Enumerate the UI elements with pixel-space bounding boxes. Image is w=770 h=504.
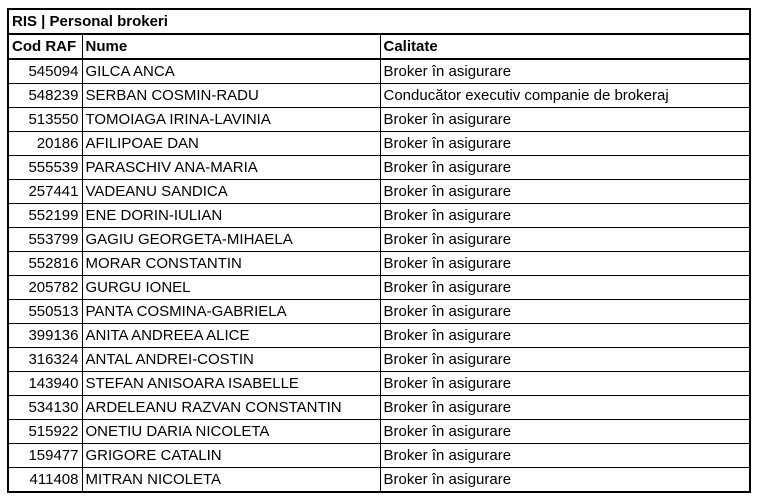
nume-cell: GRIGORE CATALIN [82, 444, 380, 468]
cod-raf-cell: 515922 [8, 420, 82, 444]
cod-raf-cell: 257441 [8, 180, 82, 204]
cod-raf-cell: 399136 [8, 324, 82, 348]
cod-raf-cell: 20186 [8, 132, 82, 156]
cod-raf-cell: 205782 [8, 276, 82, 300]
calitate-cell: Broker în asigurare [380, 420, 750, 444]
table-row [8, 444, 750, 468]
nume-cell: MORAR CONSTANTIN [82, 252, 380, 276]
table-row [8, 276, 750, 300]
cod-raf-cell: 550513 [8, 300, 82, 324]
calitate-cell: Broker în asigurare [380, 372, 750, 396]
table-row [8, 372, 750, 396]
header-calitate: Calitate [380, 34, 750, 59]
table-row [8, 468, 750, 493]
nume-cell: PARASCHIV ANA-MARIA [82, 156, 380, 180]
cod-raf-cell: 552199 [8, 204, 82, 228]
cod-raf-cell: 555539 [8, 156, 82, 180]
calitate-cell: Broker în asigurare [380, 444, 750, 468]
nume-cell: GILCA ANCA [82, 59, 380, 84]
nume-cell: ONETIU DARIA NICOLETA [82, 420, 380, 444]
nume-cell: GURGU IONEL [82, 276, 380, 300]
calitate-cell: Broker în asigurare [380, 324, 750, 348]
calitate-cell: Broker în asigurare [380, 204, 750, 228]
header-nume: Nume [82, 34, 380, 59]
cod-raf-cell: 159477 [8, 444, 82, 468]
cod-raf-cell: 316324 [8, 348, 82, 372]
calitate-cell: Broker în asigurare [380, 252, 750, 276]
nume-cell: TOMOIAGA IRINA-LAVINIA [82, 108, 380, 132]
cod-raf-cell: 545094 [8, 59, 82, 84]
calitate-cell: Broker în asigurare [380, 300, 750, 324]
cod-raf-cell: 534130 [8, 396, 82, 420]
calitate-cell: Broker în asigurare [380, 228, 750, 252]
nume-cell: ARDELEANU RAZVAN CONSTANTIN [82, 396, 380, 420]
nume-cell: PANTA COSMINA-GABRIELA [82, 300, 380, 324]
cod-raf-cell: 548239 [8, 84, 82, 108]
table-body [8, 59, 750, 492]
table-row [8, 204, 750, 228]
table-row [8, 252, 750, 276]
table-row [8, 156, 750, 180]
nume-cell: ANITA ANDREEA ALICE [82, 324, 380, 348]
table-row [8, 324, 750, 348]
brokers-table [7, 8, 751, 493]
nume-cell: MITRAN NICOLETA [82, 468, 380, 493]
table-row [8, 108, 750, 132]
nume-cell: SERBAN COSMIN-RADU [82, 84, 380, 108]
calitate-cell: Broker în asigurare [380, 132, 750, 156]
nume-cell: STEFAN ANISOARA ISABELLE [82, 372, 380, 396]
table-row [8, 300, 750, 324]
header-row [8, 34, 750, 59]
nume-cell: ENE DORIN-IULIAN [82, 204, 380, 228]
calitate-cell: Broker în asigurare [380, 156, 750, 180]
calitate-cell: Conducător executiv companie de brokeraj [380, 84, 750, 108]
nume-cell: AFILIPOAE DAN [82, 132, 380, 156]
table-row [8, 132, 750, 156]
calitate-cell: Broker în asigurare [380, 108, 750, 132]
calitate-cell: Broker în asigurare [380, 59, 750, 84]
calitate-cell: Broker în asigurare [380, 396, 750, 420]
cod-raf-cell: 513550 [8, 108, 82, 132]
calitate-cell: Broker în asigurare [380, 180, 750, 204]
table-row [8, 59, 750, 84]
calitate-cell: Broker în asigurare [380, 348, 750, 372]
table-row [8, 84, 750, 108]
table-row [8, 348, 750, 372]
table-row [8, 228, 750, 252]
nume-cell: VADEANU SANDICA [82, 180, 380, 204]
cod-raf-cell: 552816 [8, 252, 82, 276]
cod-raf-cell: 553799 [8, 228, 82, 252]
table-row [8, 420, 750, 444]
cod-raf-cell: 411408 [8, 468, 82, 493]
calitate-cell: Broker în asigurare [380, 276, 750, 300]
table-row [8, 396, 750, 420]
nume-cell: GAGIU GEORGETA-MIHAELA [82, 228, 380, 252]
cod-raf-cell: 143940 [8, 372, 82, 396]
header-cod-raf: Cod RAF [8, 34, 82, 59]
table-row [8, 180, 750, 204]
nume-cell: ANTAL ANDREI-COSTIN [82, 348, 380, 372]
calitate-cell: Broker în asigurare [380, 468, 750, 493]
title-row [8, 9, 750, 34]
sheet-title: RIS | Personal brokeri [8, 9, 750, 34]
